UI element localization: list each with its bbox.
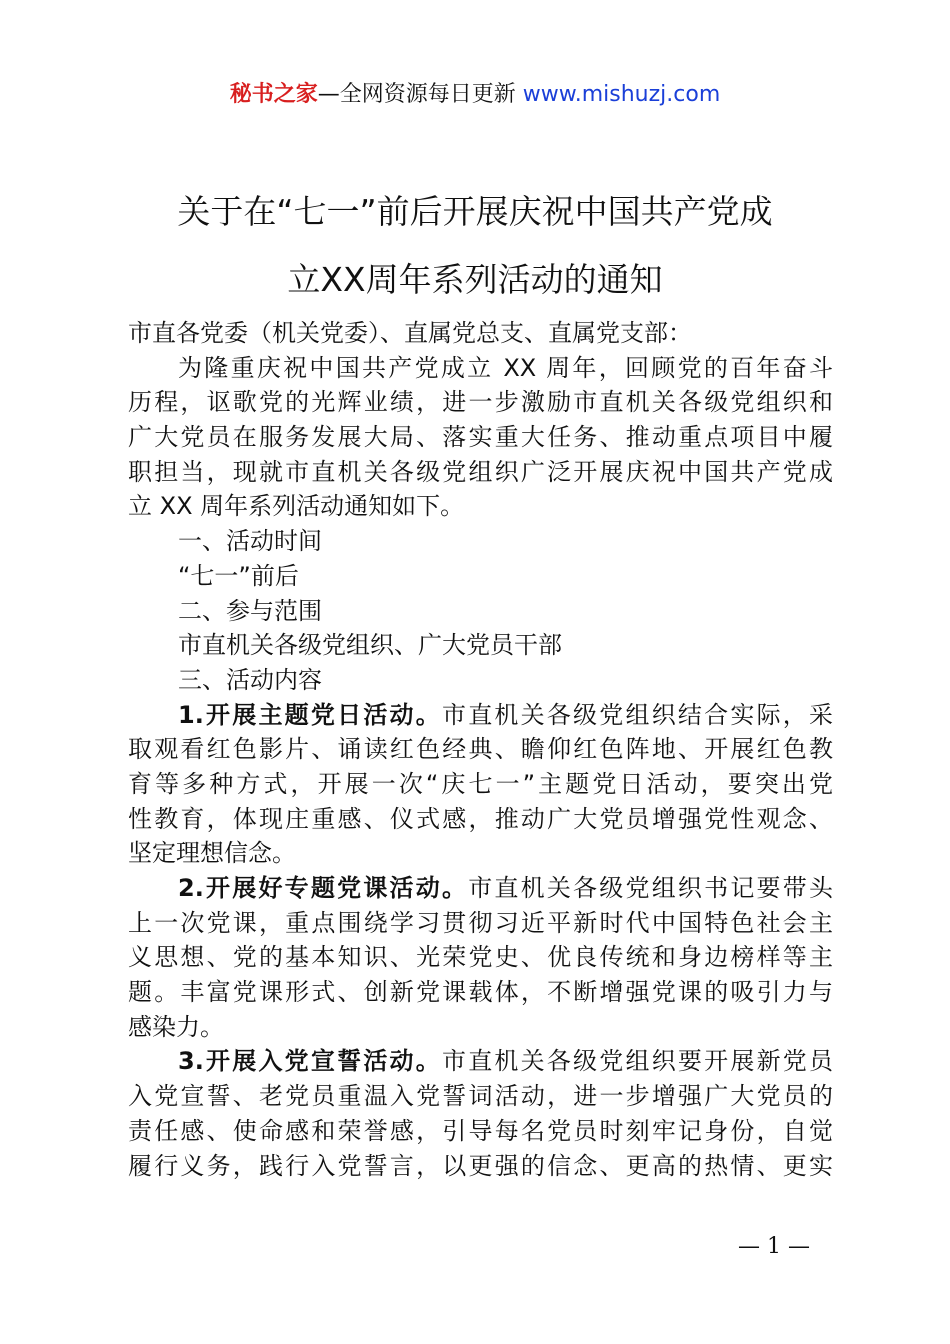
item-3-lead: 3.开展入党宣誓活动。 xyxy=(178,1047,442,1076)
item-3-line: 入党宣誓、老党员重温入党誓词活动，进一步增强广大党员的 xyxy=(128,1082,833,1111)
document-title-line-1: 关于在“七一”前后开展庆祝中国共产党成 xyxy=(177,192,773,231)
site-url-link[interactable]: www.mishuzj.com xyxy=(522,82,721,107)
item-3-first-line xyxy=(128,1044,833,1079)
item-2-line: 上一次党课，重点围绕学习贯彻习近平新时代中国特色社会主 xyxy=(128,908,833,937)
item-3-first-text: 市直机关各级党组织要开展新党员 xyxy=(441,1047,834,1076)
intro-line: 广大党员在服务发展大局、落实重大任务、推动重点项目中履 xyxy=(128,423,833,452)
intro-line: 历程，讴歌党的光辉业绩，进一步激励市直机关各级党组织和 xyxy=(128,388,833,417)
intro-line: 为隆重庆祝中国共产党成立 XX 周年，回顾党的百年奋斗 xyxy=(178,353,833,382)
item-2-line: 题。丰富党课形式、创新党课载体，不断增强党课的吸引力与 xyxy=(128,978,833,1007)
item-2-first-line xyxy=(128,871,833,906)
item-3-line: 履行义务，践行入党誓言，以更强的信念、更高的热情、更实 xyxy=(128,1151,833,1180)
document-title-line-2: 立XX周年系列活动的通知 xyxy=(287,260,663,299)
section-2-heading: 二、参与范围 xyxy=(178,596,322,625)
section-3-heading: 三、活动内容 xyxy=(178,665,322,694)
document-body xyxy=(128,316,833,1183)
item-1-first-text: 市直机关各级党组织结合实际，采 xyxy=(441,700,834,729)
header-tagline: —全网资源每日更新 xyxy=(317,82,516,107)
site-header xyxy=(0,80,950,110)
item-1-line: 性教育，体现庄重感、仪式感，推动广大党员增强党性观念、 xyxy=(128,804,833,833)
item-2-line: 义思想、党的基本知识、光荣党史、优良传统和身边榜样等主 xyxy=(128,943,833,972)
item-1-lead: 1.开展主题党日活动。 xyxy=(178,700,442,729)
item-3-line: 责任感、使命感和荣誉感，引导每名党员时刻牢记身份，自觉 xyxy=(128,1116,833,1145)
page-number: — 1 — xyxy=(738,1234,810,1259)
item-1-line: 育等多种方式，开展一次“庆七一”主题党日活动，要突出党 xyxy=(128,769,833,798)
item-2-line: 感染力。 xyxy=(128,1012,224,1041)
intro-line: 立 XX 周年系列活动通知如下。 xyxy=(128,492,465,521)
intro-line: 职担当，现就市直机关各级党组织广泛开展庆祝中国共产党成 xyxy=(128,457,833,486)
item-1-line: 坚定理想信念。 xyxy=(128,839,296,868)
item-2-lead: 2.开展好专题党课活动。 xyxy=(178,874,469,902)
item-2-first-text: 市直机关各级党组织书记要带头 xyxy=(468,874,833,902)
item-1-first-line xyxy=(128,698,833,733)
section-2-text: 市直机关各级党组织、广大党员干部 xyxy=(178,631,562,660)
salutation: 市直各党委（机关党委）、直属党总支、直属党支部： xyxy=(128,319,692,347)
brand-name: 秘书之家 xyxy=(229,82,318,107)
section-1-text: “七一”前后 xyxy=(178,561,299,590)
item-1-line: 取观看红色影片、诵读红色经典、瞻仰红色阵地、开展红色教 xyxy=(128,735,833,764)
section-1-heading: 一、活动时间 xyxy=(178,527,322,556)
